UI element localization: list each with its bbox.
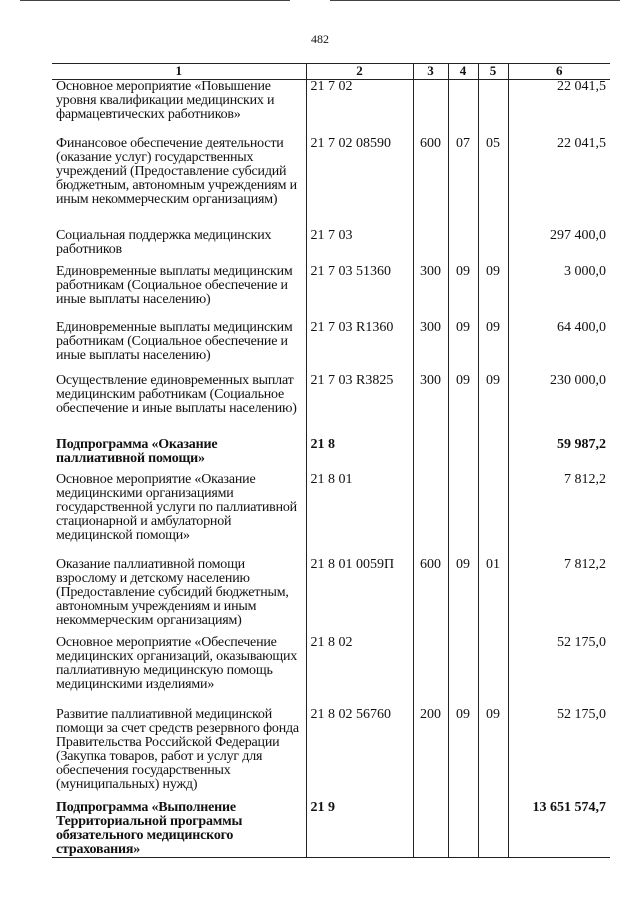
table-row (52, 636, 610, 708)
row-col3-cell (413, 636, 448, 708)
row-code-cell: 21 7 02 08590 (306, 137, 413, 229)
table-header (52, 64, 610, 80)
row-code-cell: 21 7 03 R1360 (306, 321, 413, 374)
table-row (52, 229, 610, 265)
row-name-cell: Основное мероприятие «Повышение уровня квалификации медицинских и фармацевтических работников» (52, 80, 306, 137)
row-code-cell: 21 8 02 56760 (306, 708, 413, 801)
row-col5-cell: 09 (478, 708, 508, 801)
row-name-cell: Основное мероприятие «Оказание медицинскими организациями государственной услуги по паллиативной стационарной и амбулаторной медицинской помощи» (52, 473, 306, 558)
row-col5-cell: 05 (478, 137, 508, 229)
row-col3-cell: 600 (413, 558, 448, 636)
row-name-cell: Основное мероприятие «Обеспечение медицинских организаций, оказывающих паллиативную медицинскую помощь медицинскими изделиями» (52, 636, 306, 708)
header-col-5: 5 (478, 64, 508, 80)
budget-table (52, 63, 610, 858)
row-col4-cell (448, 438, 478, 473)
row-code-cell: 21 7 03 51360 (306, 265, 413, 321)
row-name-cell: Единовременные выплаты медицинским работникам (Социальное обеспечение и иные выплаты населению) (52, 321, 306, 374)
row-col3-cell (413, 473, 448, 558)
row-col5-cell (478, 229, 508, 265)
top-rule-right (330, 0, 620, 1)
row-amount-cell: 7 812,2 (508, 473, 610, 558)
row-col3-cell (413, 80, 448, 137)
row-amount-cell: 22 041,5 (508, 137, 610, 229)
row-amount-cell: 64 400,0 (508, 321, 610, 374)
row-col4-cell (448, 801, 478, 858)
row-col3-cell: 300 (413, 321, 448, 374)
row-code-cell: 21 7 03 R3825 (306, 374, 413, 438)
row-col4-cell: 09 (448, 265, 478, 321)
row-name-cell: Развитие паллиативной медицинской помощи за счет средств резервного фонда Правительства Российской Федерации (Закупка товаров, работ и услуг для обеспечения государственных (муниципальных) нужд) (52, 708, 306, 801)
header-col-6: 6 (508, 64, 610, 80)
table-body (52, 80, 610, 858)
row-amount-cell: 52 175,0 (508, 708, 610, 801)
row-col4-cell (448, 636, 478, 708)
row-code-cell: 21 9 (306, 801, 413, 858)
table-row (52, 708, 610, 801)
row-col3-cell (413, 229, 448, 265)
header-col-2: 2 (306, 64, 413, 80)
row-col4-cell (448, 80, 478, 137)
table-row (52, 558, 610, 636)
header-col-3: 3 (413, 64, 448, 80)
row-amount-cell: 230 000,0 (508, 374, 610, 438)
row-code-cell: 21 7 02 (306, 80, 413, 137)
row-col5-cell (478, 80, 508, 137)
table-row (52, 265, 610, 321)
table-row (52, 80, 610, 137)
row-col4-cell: 09 (448, 374, 478, 438)
row-col4-cell (448, 229, 478, 265)
row-col5-cell: 09 (478, 321, 508, 374)
row-amount-cell: 13 651 574,7 (508, 801, 610, 858)
header-col-4: 4 (448, 64, 478, 80)
row-amount-cell: 59 987,2 (508, 438, 610, 473)
row-code-cell: 21 8 02 (306, 636, 413, 708)
table-row (52, 137, 610, 229)
row-code-cell: 21 8 01 (306, 473, 413, 558)
row-col4-cell: 09 (448, 321, 478, 374)
row-amount-cell: 7 812,2 (508, 558, 610, 636)
row-col4-cell: 07 (448, 137, 478, 229)
top-rule-left (20, 0, 290, 1)
row-name-cell: Оказание паллиативной помощи взрослому и детскому населению (Предоставление субсидий бюджетным, автономным учреждениям и иным некоммерческим организациям) (52, 558, 306, 636)
row-name-cell: Осуществление единовременных выплат медицинским работникам (Социальное обеспечение и иные выплаты населению) (52, 374, 306, 438)
table-row (52, 801, 610, 858)
row-col5-cell: 09 (478, 265, 508, 321)
row-amount-cell: 3 000,0 (508, 265, 610, 321)
row-col4-cell (448, 473, 478, 558)
table-row (52, 438, 610, 473)
row-code-cell: 21 7 03 (306, 229, 413, 265)
row-col3-cell (413, 801, 448, 858)
row-amount-cell: 297 400,0 (508, 229, 610, 265)
row-col5-cell (478, 438, 508, 473)
row-amount-cell: 52 175,0 (508, 636, 610, 708)
page-number: 482 (311, 32, 329, 46)
row-col3-cell: 600 (413, 137, 448, 229)
row-col4-cell: 09 (448, 708, 478, 801)
row-col5-cell: 09 (478, 374, 508, 438)
row-col5-cell (478, 636, 508, 708)
row-col4-cell: 09 (448, 558, 478, 636)
header-col-1: 1 (52, 64, 306, 80)
table-row (52, 473, 610, 558)
table-row (52, 321, 610, 374)
row-col5-cell (478, 801, 508, 858)
row-col3-cell (413, 438, 448, 473)
row-name-cell: Социальная поддержка медицинских работников (52, 229, 306, 265)
row-code-cell: 21 8 01 0059П (306, 558, 413, 636)
row-code-cell: 21 8 (306, 438, 413, 473)
row-col3-cell: 300 (413, 374, 448, 438)
row-amount-cell: 22 041,5 (508, 80, 610, 137)
row-col3-cell: 200 (413, 708, 448, 801)
row-col5-cell: 01 (478, 558, 508, 636)
table-row (52, 374, 610, 438)
row-name-cell: Единовременные выплаты медицинским работникам (Социальное обеспечение и иные выплаты населению) (52, 265, 306, 321)
row-col3-cell: 300 (413, 265, 448, 321)
row-name-cell: Подпрограмма «Оказание паллиативной помощи» (52, 438, 306, 473)
row-name-cell: Подпрограмма «Выполнение Территориальной программы обязательного медицинского страхования» (52, 801, 306, 858)
row-col5-cell (478, 473, 508, 558)
row-name-cell: Финансовое обеспечение деятельности (оказание услуг) государственных учреждений (Предоставление субсидий бюджетным, автономным учреждениям и иным некоммерческим организациям) (52, 137, 306, 229)
